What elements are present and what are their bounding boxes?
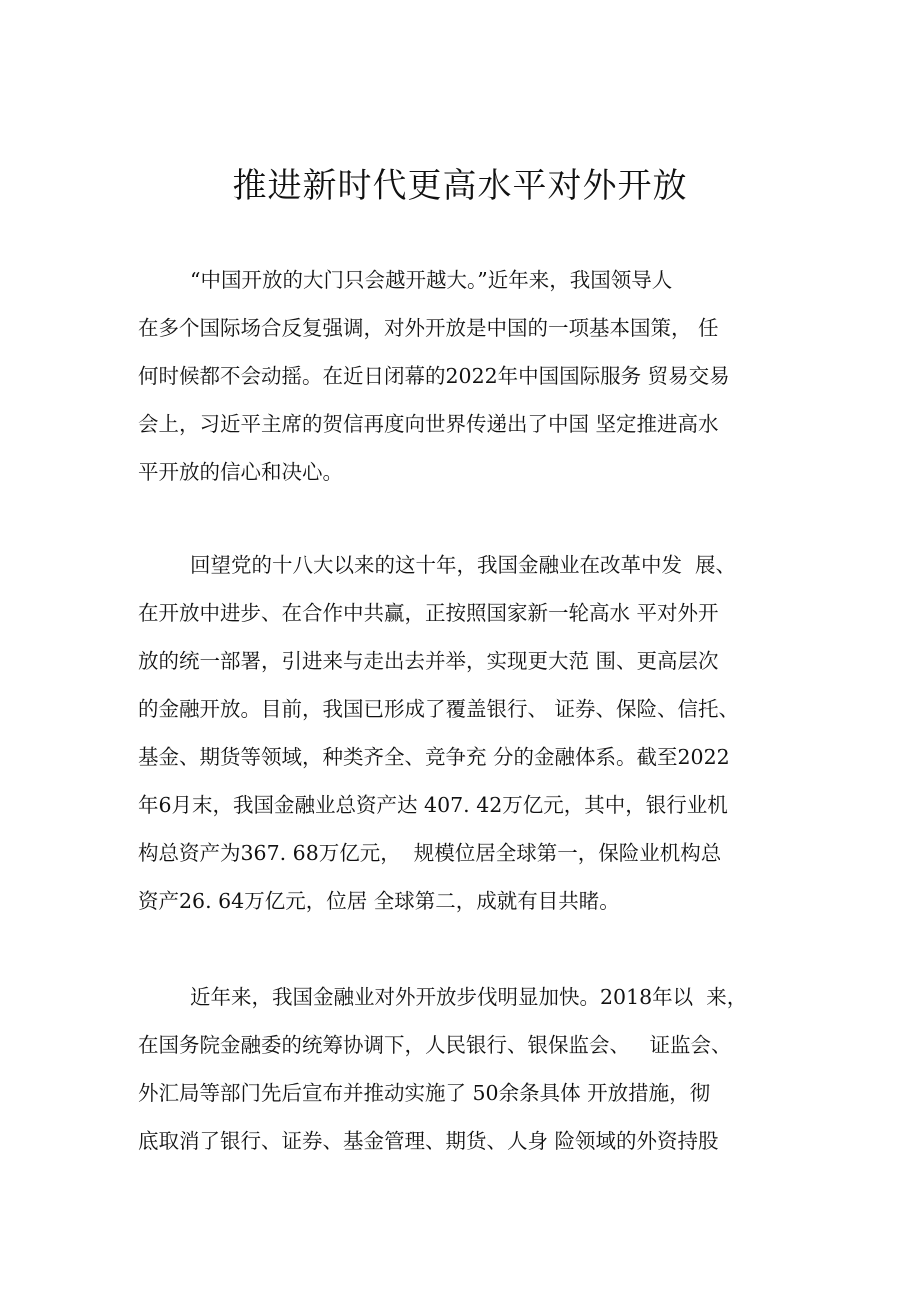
paragraph-line: 构总资产为367. 68万亿元， 规模位居全球第一，保险业机构总 [138, 841, 722, 865]
paragraph-line: 回望党的十八大以来的这十年，我国金融业在改革中发 展、 [190, 553, 737, 577]
paragraph-line: 基金、期货等领域，种类齐全、竞争充 分的金融体系。截至2022 [138, 745, 730, 769]
paragraph-2 [138, 541, 828, 925]
paragraph-line: “中国开放的大门只会越开越大。”近年来，我国领导人 [190, 268, 673, 292]
paragraph-line: 年6月末，我国金融业总资产达 407. 42万亿元，其中，银行业机 [138, 793, 728, 817]
paragraph-line: 何时候都不会动摇。在近日闭幕的2022年中国国际服务 贸易交易 [138, 364, 730, 388]
paragraph-3 [138, 973, 828, 1165]
paragraph-line: 近年来，我国金融业对外开放步伐明显加快。2018年以 来， [190, 985, 748, 1009]
paragraph-line: 在开放中进步、在合作中共赢，正按照国家新一轮高水 平对外开 [138, 601, 719, 625]
paragraph-line: 外汇局等部门先后宣布并推动实施了 50余条具体 开放措施，彻 [138, 1081, 711, 1105]
paragraph-line: 在多个国际场合反复强调，对外开放是中国的一项基本国策， 任 [138, 316, 719, 340]
paragraph-1 [138, 256, 828, 496]
document-title: 推进新时代更高水平对外开放 [232, 166, 688, 206]
paragraph-line: 会上，习近平主席的贺信再度向世界传递出了中国 坚定推进高水 [138, 412, 719, 436]
paragraph-line: 的金融开放。目前，我国已形成了覆盖银行、 证券、保险、信托、 [138, 697, 740, 721]
paragraph-line: 在国务院金融委的统筹协调下，人民银行、银保监会、 证监会、 [138, 1033, 732, 1057]
paragraph-line: 平开放的信心和决心。 [138, 460, 343, 484]
paragraph-line: 放的统一部署，引进来与走出去并举，实现更大范 围、更高层次 [138, 649, 719, 673]
paragraph-line: 底取消了银行、证券、基金管理、期货、人身 险领域的外资持股 [138, 1129, 719, 1153]
paragraph-line: 资产26. 64万亿元，位居 全球第二，成就有目共睹。 [138, 889, 620, 913]
